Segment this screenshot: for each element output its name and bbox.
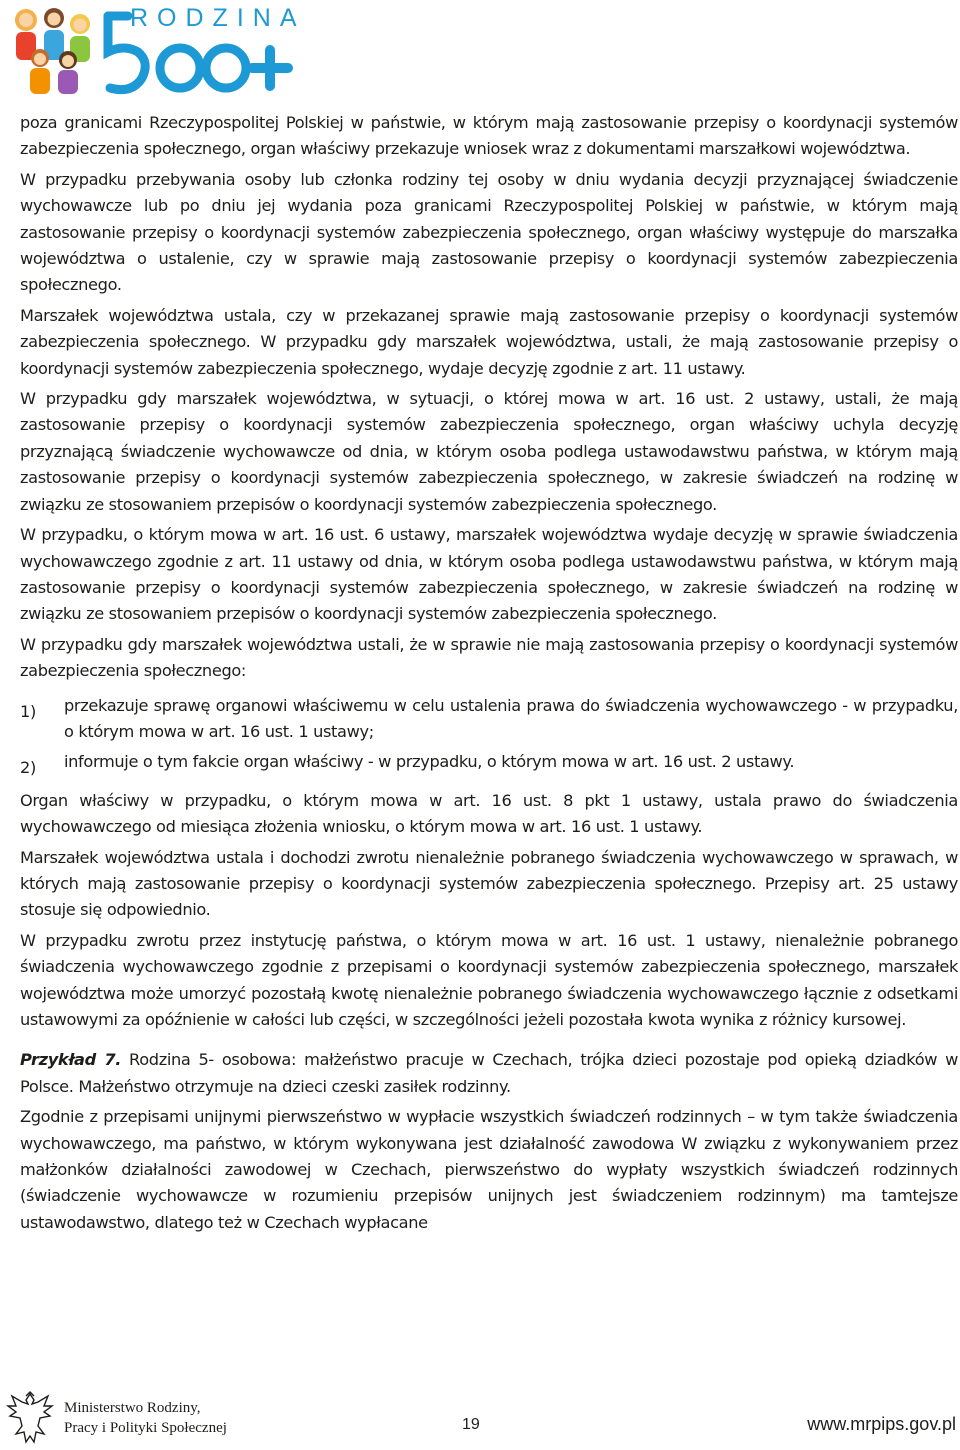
list-item-number: 1) bbox=[20, 701, 36, 721]
example-paragraph bbox=[20, 1047, 958, 1100]
list-item bbox=[20, 693, 958, 746]
list-item-text: informuje o tym fakcie organ właściwy - w przypadku, o którym mowa w art. 16 ust. 2 ustawy. bbox=[64, 752, 795, 772]
paragraph: W przypadku zwrotu przez instytucję państwa, o którym mowa w art. 16 ust. 1 ustawy, nienależnie pobranego świadczenia wychowawczego zgodnie z przepisami o koordynacji systemów zabezpieczenia społecznego, marszałek województwa może umorzyć pozostałą kwotę nienależnie pobranego świadczenia wychowawczego łącznie z odsetkami ustawowymi za opóźnienie w całości lub części, w szczególności jeżeli pozostała kwota wynika z różnicy kursowej. bbox=[20, 930, 958, 1029]
ministry-name-line1: Ministerstwo Rodziny, bbox=[64, 1400, 201, 1416]
paragraph: poza granicami Rzeczypospolitej Polskiej w państwie, w którym mają zastosowanie przepisy o koordynacji systemów zabezpieczenia społecznego, organ właściwy przekazuje wniosek wraz z dokumentami marszałkowi województwa. bbox=[20, 113, 958, 159]
ministry-name-line2: Pracy i Polityki Społecznej bbox=[64, 1420, 227, 1436]
website-url: www.mrpips.gov.pl bbox=[807, 1414, 956, 1434]
numbered-list bbox=[20, 693, 958, 782]
list-item-text: przekazuje sprawę organowi właściwemu w celu ustalenia prawa do świadczenia wychowawczego - w przypadku, o którym mowa w art. 16 ust. 1 ustawy; bbox=[64, 695, 958, 741]
header bbox=[0, 0, 960, 100]
example-text: Rodzina 5- osobowa: małżeństwo pracuje w Czechach, trójka dzieci pozostaje pod opieką dziadków w Polsce. Małżeństwo otrzymuje na dzieci czeski zasiłek rodzinny. bbox=[20, 1050, 959, 1096]
main-content bbox=[20, 110, 958, 1240]
footer bbox=[0, 1384, 960, 1450]
paragraph: Organ właściwy w przypadku, o którym mowa w art. 16 ust. 8 pkt 1 ustawy, ustala prawo do świadczenia wychowawczego od miesiąca złożenia wniosku, o którym mowa w art. 16 ust. 1 ustawy. bbox=[20, 790, 958, 837]
paragraph: W przypadku gdy marszałek województwa ustali, że w sprawie nie mają zastosowania przepisy o koordynacji systemów zabezpieczenia społecznego: bbox=[20, 634, 958, 681]
ministry-name bbox=[64, 1398, 227, 1438]
children-illustration-icon bbox=[4, 2, 100, 98]
logo-rodzina-text: RODZINA bbox=[130, 4, 306, 32]
paragraph: Marszałek województwa ustala i dochodzi zwrotu nienależnie pobranego świadczenia wychowawczego w sprawach, w których mają zastosowanie przepisy o koordynacji systemów zabezpieczenia społecznego. Przepisy art. 25 ustawy stosuje się odpowiednio. bbox=[20, 847, 958, 920]
paragraph: Zgodnie z przepisami unijnymi pierwszeństwo w wypłacie wszystkich świadczeń rodzinnych – w tym także świadczenia wychowawczego, ma państwo, w którym wykonywana jest działalność zawodowa W związku z wykonywaniem przez małżonków działalności zawodowej w Czechach, pierwszeństwo do wypłaty wszystkich świadczeń rodzinnych (świadczenie wychowawcze w rozumieniu przepisów unijnych jest świadczeniem rodzinnym) ma tamtejsze ustawodawstwo, dlatego też w Czechach wypłacane bbox=[20, 1107, 958, 1232]
paragraph: W przypadku gdy marszałek województwa, w sytuacji, o której mowa w art. 16 ust. 2 ustawy, ustali, że mają zastosowanie przepisy o koordynacji systemów zabezpieczenia społecznego, organ właściwy uchyla decyzję przyznającą świadczenie wychowawcze od dnia, w którym osoba podlega ustawodawstwu państwa, w którym mają zastosowanie przepisy o koordynacji systemów zabezpieczenia społecznego, w zakresie świadczeń na rodzinę w związku ze stosowaniem przepisów o koordynacji systemów zabezpieczenia społecznego. bbox=[20, 389, 958, 514]
page-number: 19 bbox=[462, 1416, 480, 1433]
paragraph: W przypadku, o którym mowa w art. 16 ust. 6 ustawy, marszałek województwa wydaje decyzję w sprawie świadczenia wychowawczego zgodnie z art. 11 ustawy od dnia, w którym osoba podlega ustawodawstwu państwa, w którym mają zastosowanie przepisy o koordynacji systemów zabezpieczenia społecznego, w zakresie świadczeń na rodzinę w związku ze stosowaniem przepisów o koordynacji systemów zabezpieczenia społecznego. bbox=[20, 525, 958, 624]
example-label: Przykład 7. bbox=[20, 1050, 122, 1070]
list-item bbox=[20, 749, 958, 781]
paragraph: W przypadku przebywania osoby lub członka rodziny tej osoby w dniu wydania decyzji przyznającej świadczenie wychowawcze lub po dniu jej wydania poza granicami Rzeczypospolitej Polskiej w państwie, w którym mają zastosowanie przepisy o koordynacji systemów zabezpieczenia społecznego, organ właściwy występuje do marszałka województwa o ustalenie, czy w sprawie mają zastosowanie przepisy o koordynacji systemów zabezpieczenia społecznego. bbox=[20, 169, 958, 295]
polish-eagle-emblem-icon bbox=[4, 1390, 56, 1448]
list-item-number: 2) bbox=[20, 758, 36, 778]
paragraph: Marszałek województwa ustala, czy w przekazanej sprawie mają zastosowanie przepisy o koordynacji systemów zabezpieczenia społecznego. W przypadku gdy marszałek województwa, ustali, że mają zastosowanie przepisy o koordynacji systemów zabezpieczenia społecznego, wydaje decyzję zgodnie z art. 11 ustawy. bbox=[20, 305, 958, 378]
